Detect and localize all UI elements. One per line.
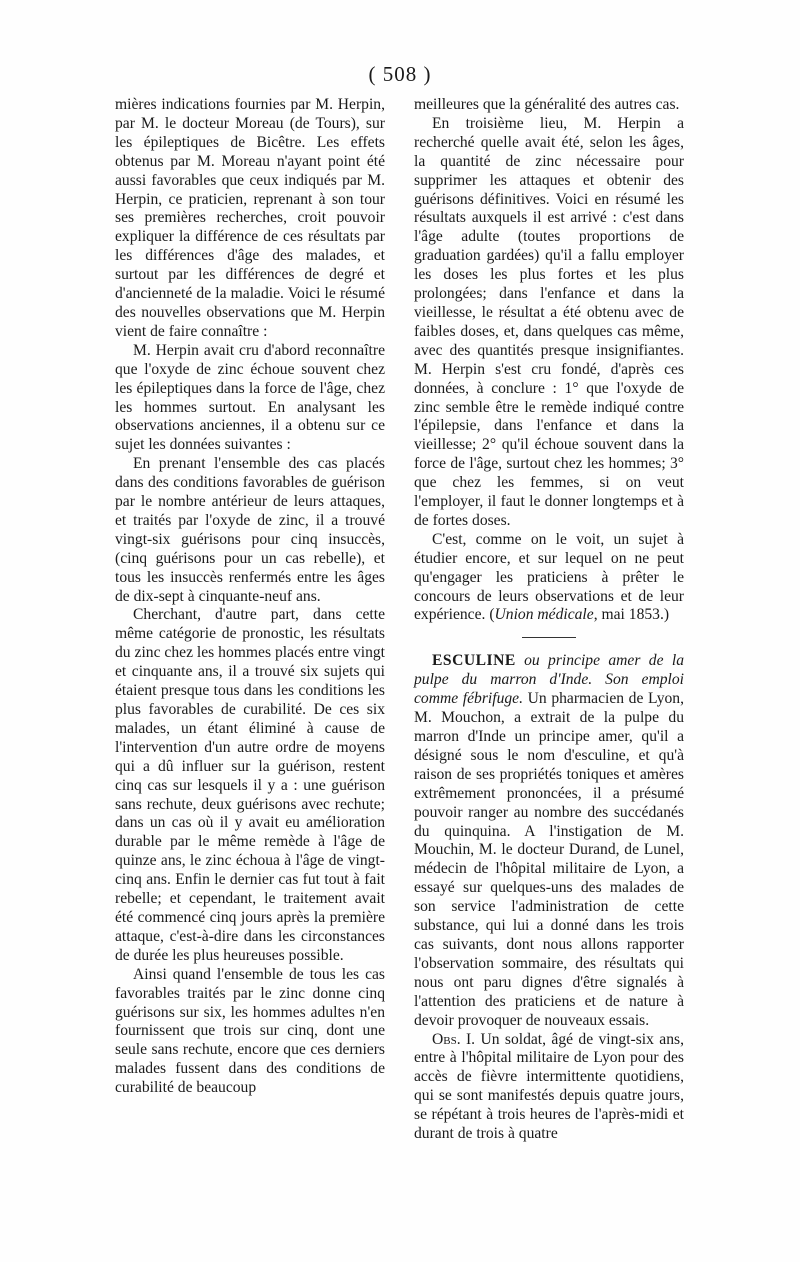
paragraph: En troisième lieu, M. Herpin a recherché quelle avait été, selon les âges, la quantité de zinc nécessaire pour supprimer les attaques et obtenir des guérisons définitives. Voici en résumé les résultats auxquels il est arrivé : c'est dans l'âge adulte (toutes proportions de graduation gardées) qu'il a fallu employer les doses les plus fortes et les plus prolongées; dans l'enfance et dans la vieillesse, le résultat a été obtenu avec de faibles doses, et, dans quelques cas même, avec des quantités presque insignifiantes. M. Herpin s'est cru fondé, d'après ces données, à conclure : 1° que l'oxyde de zinc semble être le remède indiqué contre l'épilepsie, dans l'enfance et dans la vieillesse; 2° qu'il échoue souvent dans la force de l'âge, surtout chez les hommes; 3° que chez les femmes, si on veut l'employer, il faut le donner longtemps et à de fortes doses. bbox=[414, 114, 684, 529]
paragraph-text: C'est, comme on le voit, un sujet à étudier encore, et sur lequel on ne peut qu'engager les praticiens à prêter le concours de leurs observations et de leur expérience. ( bbox=[414, 530, 684, 624]
paragraph: meilleures que la généralité des autres cas. bbox=[414, 96, 680, 113]
article-paragraph bbox=[414, 652, 684, 1030]
article-subtitle: ou principe amer de la pulpe du marron d'Inde. Son emploi comme fébrifuge. bbox=[414, 652, 684, 708]
paragraph bbox=[414, 531, 684, 626]
paragraph: Cherchant, d'autre part, dans cette même catégorie de pronostic, les résultats du zinc chez les hommes placés entre vingt et cinquante ans, il a trouvé six sujets qui étaient presque tous dans les conditions les plus favorables de curabilité. De ces six malades, un étant éliminé à cause de l'intervention d'un autre ordre de moyens qui a dû influer sur la guérison, restent cinq cas sur lesquels il y a : une guérison sans rechute, deux guérisons avec rechute; dans un cas où il y avait eu amélioration durable par le même remède à l'âge de quinze ans, le zinc échoua à l'âge de vingt-cinq ans. Enfin le dernier cas fut tout à fait rebelle; et cependant, le traitement avait été commencé cinq jours après la première attaque, c'est-à-dire dans les circonstances de durée les plus heureuses possible. bbox=[115, 606, 385, 964]
source-citation: Union médicale bbox=[494, 606, 594, 624]
paragraph: En prenant l'ensemble des cas placés dans des conditions favorables de guérison par le nombre antérieur de leurs attaques, et traités par l'oxyde de zinc, il a trouvé vingt-six guérisons pour cinq insuccès, (cinq guérisons pour un cas rebelle), et tous les insuccès renfermés entre les âges de dix-sept à cinquante-neuf ans. bbox=[115, 455, 385, 605]
citation-date: , mai 1853.) bbox=[593, 606, 670, 624]
right-column bbox=[414, 96, 684, 1144]
left-column bbox=[115, 96, 385, 1098]
observation-label: Obs. I. bbox=[432, 1030, 476, 1048]
section-divider bbox=[522, 637, 576, 638]
paragraph: mières indications fournies par M. Herpin, par M. le docteur Moreau (de Tours), sur les épileptiques de Bicêtre. Les effets obtenus par M. Moreau n'ayant point été aussi favorables que ceux indiqués par M. Herpin, ce praticien, reprenant à son tour ses premières recherches, croit pouvoir expliquer la différence de ces résultats par les différences d'âge des malades, et surtout par les différences de degré et d'ancienneté de la maladie. Voici le résumé des nouvelles observations que M. Herpin vient de faire connaître : bbox=[115, 96, 385, 340]
observation-text: Un soldat, âgé de vingt-six ans, entre à l'hôpital militaire de Lyon pour des accès de fièvre intermittente quotidiens, qui se sont manifestés depuis quatre jours, se répétant à trois heures de l'après-midi et durant de trois à quatre bbox=[414, 1030, 684, 1143]
paragraph: M. Herpin avait cru d'abord reconnaître que l'oxyde de zinc échoue souvent chez les épileptiques dans la force de l'âge, chez les hommes surtout. En analysant les observations anciennes, il a obtenu sur ce sujet les données suivantes : bbox=[115, 341, 385, 454]
paragraph: Ainsi quand l'ensemble de tous les cas favorables traités par le zinc donne cinq guérisons sur six, les hommes adultes n'en fournissent que trois sur cinq, dont une seule sans rechute, encore que ces derniers malades fussent dans des conditions de curabilité de beaucoup bbox=[115, 965, 385, 1097]
article-title: ESCULINE bbox=[432, 652, 516, 670]
page-number: ( 508 ) bbox=[368, 62, 432, 86]
article-body: Un pharmacien de Lyon, M. Mouchon, a extrait de la pulpe du marron d'Inde un principe amer, qu'il a désigné sous le nom d'esculine, et qu'à raison de ses propriétés toniques et amères extrêmement prononcées, il a présumé pouvoir ranger au nombre des succédanés du quinquina. A l'instigation de M. Mouchin, M. le docteur Durand, de Lunel, médecin de l'hôpital militaire de Lyon, a essayé sur quelques-uns des malades de son service l'administration de cette substance, qui lui a donné dans les trois cas suivants, dont nous allons rapporter l'observation sommaire, des résultats qui nous ont paru dignes d'être signalés à l'attention des praticiens et de nature à devoir provoquer de nouveaux essais. bbox=[414, 690, 684, 1029]
observation-paragraph bbox=[414, 1031, 684, 1144]
